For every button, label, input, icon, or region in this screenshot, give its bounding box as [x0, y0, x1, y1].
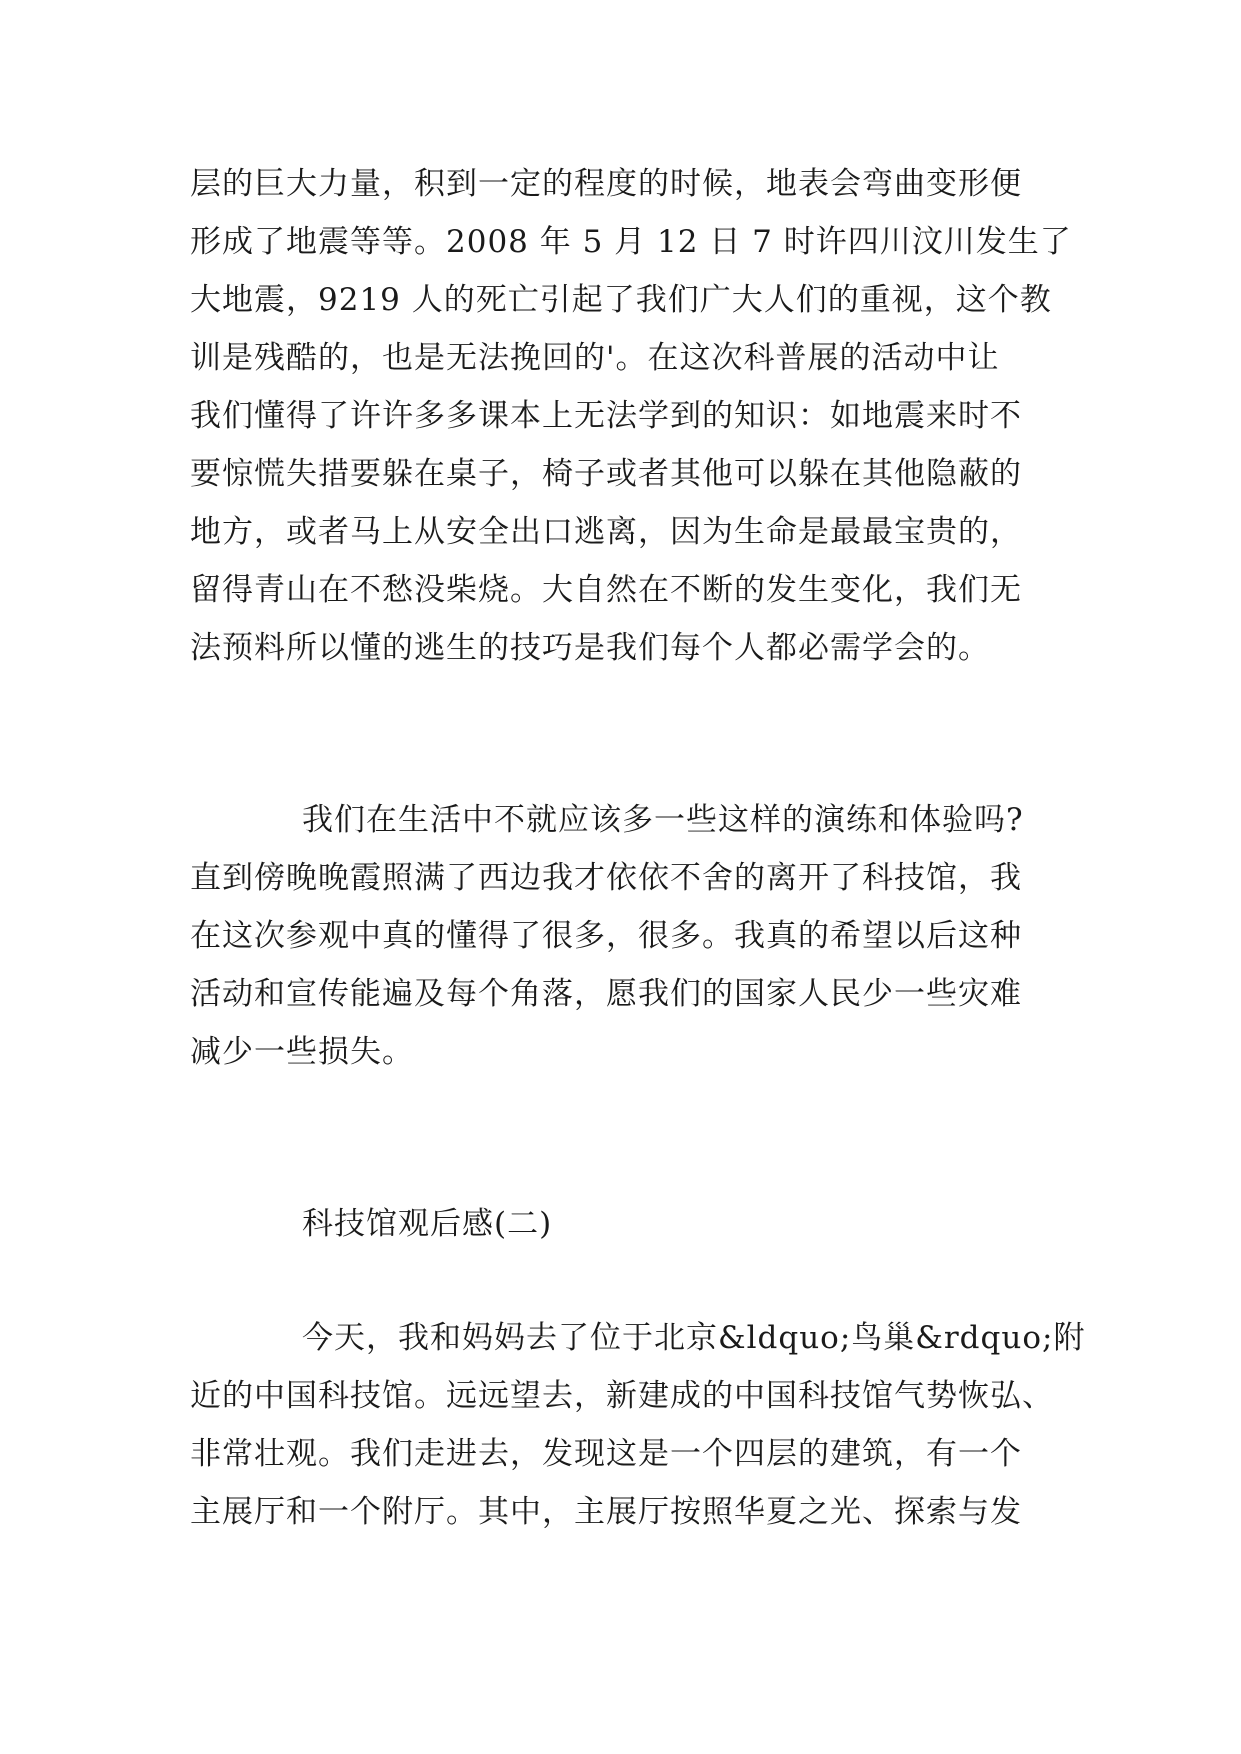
paragraph-1-line: 地方，或者马上从安全出口逃离，因为生命是最最宝贵的， [190, 514, 1022, 550]
paragraph-1-line: 留得青山在不愁没柴烧。大自然在不断的发生变化，我们无 [190, 572, 1022, 608]
paragraph-2-line: 直到傍晚晚霞照满了西边我才依依不舍的离开了科技馆，我 [190, 860, 1022, 896]
paragraph-3-line: 近的中国科技馆。远远望去，新建成的中国科技馆气势恢弘、 [190, 1378, 1054, 1414]
section-title: 科技馆观后感(二) [302, 1206, 553, 1242]
paragraph-1-line: 要惊慌失措要躲在桌子，椅子或者其他可以躲在其他隐蔽的 [190, 456, 1022, 492]
paragraph-1-line: 大地震，9219 人的死亡引起了我们广大人们的重视，这个教 [190, 282, 1052, 318]
paragraph-1-line: 层的巨大力量，积到一定的程度的时候，地表会弯曲变形便 [190, 166, 1022, 202]
paragraph-2-line: 我们在生活中不就应该多一些这样的演练和体验吗? [302, 802, 1024, 838]
paragraph-3-line: 非常壮观。我们走进去，发现这是一个四层的建筑，有一个 [190, 1436, 1022, 1472]
paragraph-2-line: 减少一些损失。 [190, 1034, 414, 1070]
paragraph-1-line: 训是残酷的，也是无法挽回的'。在这次科普展的活动中让 [190, 340, 1000, 376]
paragraph-1-line: 法预料所以懂的逃生的技巧是我们每个人都必需学会的。 [190, 630, 990, 666]
paragraph-3-line: 主展厅和一个附厅。其中，主展厅按照华夏之光、探索与发 [190, 1494, 1022, 1530]
paragraph-1-line: 我们懂得了许许多多课本上无法学到的知识：如地震来时不 [190, 398, 1022, 434]
paragraph-2-line: 活动和宣传能遍及每个角落，愿我们的国家人民少一些灾难 [190, 976, 1022, 1012]
paragraph-3-line: 今天，我和妈妈去了位于北京&ldquo;鸟巢&rdquo;附 [302, 1320, 1086, 1356]
paragraph-2-line: 在这次参观中真的懂得了很多，很多。我真的希望以后这种 [190, 918, 1022, 954]
paragraph-1-line: 形成了地震等等。2008 年 5 月 12 日 7 时许四川汶川发生了 [190, 224, 1072, 260]
